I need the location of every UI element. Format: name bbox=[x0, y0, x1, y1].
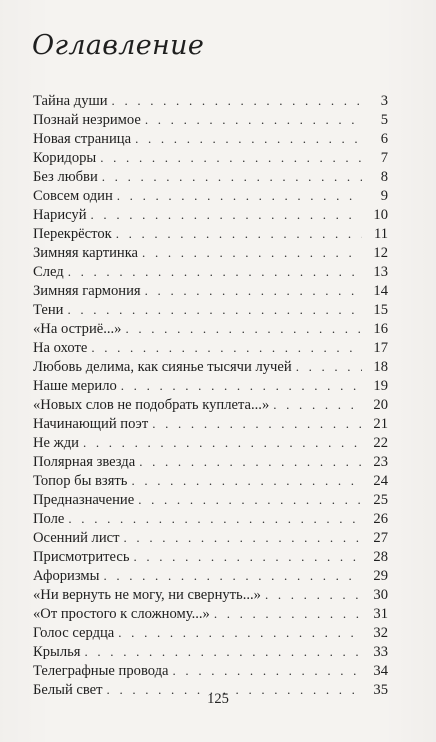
table-of-contents bbox=[33, 91, 388, 699]
toc-entry-title: «На остриё...» bbox=[33, 321, 122, 337]
toc-entry-title: Не жди bbox=[33, 435, 79, 451]
toc-entry-page: 14 bbox=[373, 283, 388, 299]
toc-entry bbox=[33, 186, 388, 205]
toc-entry-page: 15 bbox=[373, 302, 388, 318]
toc-entry bbox=[33, 547, 388, 566]
toc-entry-page: 31 bbox=[373, 606, 388, 622]
toc-entry-title: Предназначение bbox=[33, 492, 135, 508]
dot-leader bbox=[265, 585, 362, 604]
toc-entry-title: Афоризмы bbox=[33, 568, 100, 584]
dot-leader bbox=[100, 148, 362, 167]
dot-leader bbox=[145, 281, 362, 300]
dot-leader bbox=[67, 300, 362, 319]
page-number: 125 bbox=[207, 691, 229, 707]
toc-entry-page: 6 bbox=[380, 131, 388, 147]
toc-entry-title: Начинающий поэт bbox=[33, 416, 149, 432]
toc-entry-title: Перекрёсток bbox=[33, 226, 112, 242]
toc-entry-title: На охоте bbox=[33, 340, 88, 356]
toc-entry bbox=[33, 661, 388, 680]
toc-entry-page: 10 bbox=[373, 207, 388, 223]
toc-entry-title: Телеграфные провода bbox=[33, 663, 169, 679]
toc-entry-page: 8 bbox=[380, 169, 388, 185]
dot-leader bbox=[214, 604, 362, 623]
dot-leader bbox=[118, 623, 362, 642]
toc-entry-page: 33 bbox=[373, 644, 388, 660]
dot-leader bbox=[142, 243, 362, 262]
toc-entry-page: 23 bbox=[373, 454, 388, 470]
toc-entry bbox=[33, 585, 388, 604]
toc-entry bbox=[33, 414, 388, 433]
toc-entry-page: 19 bbox=[373, 378, 388, 394]
dot-leader bbox=[152, 414, 362, 433]
toc-entry bbox=[33, 566, 388, 585]
toc-entry-page: 24 bbox=[373, 473, 388, 489]
toc-entry-page: 17 bbox=[373, 340, 388, 356]
toc-entry-page: 28 bbox=[373, 549, 388, 565]
toc-entry bbox=[33, 395, 388, 414]
toc-entry bbox=[33, 243, 388, 262]
toc-entry-title: Новая страница bbox=[33, 131, 132, 147]
toc-entry-page: 18 bbox=[373, 359, 388, 375]
toc-entry-page: 7 bbox=[380, 150, 388, 166]
toc-entry-page: 20 bbox=[373, 397, 388, 413]
toc-entry bbox=[33, 224, 388, 243]
toc-entry bbox=[33, 452, 388, 471]
toc-entry bbox=[33, 623, 388, 642]
toc-entry bbox=[33, 376, 388, 395]
toc-entry-title: Любовь делима, как сиянье тысячи лучей bbox=[33, 359, 292, 375]
toc-entry-title: Тени bbox=[33, 302, 64, 318]
toc-entry bbox=[33, 433, 388, 452]
toc-entry-title: Совсем один bbox=[33, 188, 113, 204]
toc-entry-page: 9 bbox=[380, 188, 388, 204]
toc-entry-title: След bbox=[33, 264, 64, 280]
toc-entry-title: Поле bbox=[33, 511, 65, 527]
toc-entry-title: «От простого к сложному...» bbox=[33, 606, 210, 622]
toc-entry bbox=[33, 281, 388, 300]
toc-entry bbox=[33, 319, 388, 338]
dot-leader bbox=[68, 509, 362, 528]
dot-leader bbox=[121, 376, 362, 395]
toc-entry-title: Голос сердца bbox=[33, 625, 115, 641]
toc-entry-title: Топор бы взять bbox=[33, 473, 128, 489]
toc-entry-page: 3 bbox=[380, 93, 388, 109]
toc-entry bbox=[33, 642, 388, 661]
dot-leader bbox=[85, 642, 363, 661]
dot-leader bbox=[135, 129, 362, 148]
toc-entry-title: Нарисуй bbox=[33, 207, 87, 223]
dot-leader bbox=[103, 566, 362, 585]
toc-entry-title: Крылья bbox=[33, 644, 81, 660]
toc-entry-page: 12 bbox=[373, 245, 388, 261]
toc-entry-title: «Новых слов не подобрать куплета...» bbox=[33, 397, 270, 413]
dot-leader bbox=[139, 452, 362, 471]
dot-leader bbox=[91, 338, 362, 357]
page-title: Оглавление bbox=[32, 30, 205, 61]
toc-entry bbox=[33, 509, 388, 528]
toc-entry bbox=[33, 528, 388, 547]
dot-leader bbox=[91, 205, 362, 224]
toc-entry-page: 29 bbox=[373, 568, 388, 584]
toc-entry-page: 13 bbox=[373, 264, 388, 280]
toc-entry-title: Полярная звезда bbox=[33, 454, 136, 470]
toc-entry-title: «Ни вернуть не могу, ни свернуть...» bbox=[33, 587, 261, 603]
toc-entry-page: 25 bbox=[373, 492, 388, 508]
toc-entry-title: Белый свет bbox=[33, 682, 103, 698]
dot-leader bbox=[83, 433, 362, 452]
dot-leader bbox=[296, 357, 362, 376]
toc-entry-title: Осенний лист bbox=[33, 530, 120, 546]
toc-entry bbox=[33, 91, 388, 110]
toc-entry bbox=[33, 262, 388, 281]
toc-entry-title: Зимняя картинка bbox=[33, 245, 139, 261]
dot-leader bbox=[124, 528, 362, 547]
toc-entry-page: 5 bbox=[380, 112, 388, 128]
dot-leader bbox=[68, 262, 362, 281]
toc-entry bbox=[33, 129, 388, 148]
toc-entry bbox=[33, 471, 388, 490]
dot-leader bbox=[133, 547, 362, 566]
toc-entry bbox=[33, 205, 388, 224]
toc-entry-page: 22 bbox=[373, 435, 388, 451]
dot-leader bbox=[131, 471, 362, 490]
toc-entry-page: 11 bbox=[373, 226, 388, 242]
toc-entry bbox=[33, 148, 388, 167]
toc-entry bbox=[33, 110, 388, 129]
dot-leader bbox=[125, 319, 362, 338]
toc-entry-page: 32 bbox=[373, 625, 388, 641]
toc-entry-page: 21 bbox=[373, 416, 388, 432]
dot-leader bbox=[116, 224, 362, 243]
toc-entry-page: 27 bbox=[373, 530, 388, 546]
dot-leader bbox=[173, 661, 362, 680]
toc-entry bbox=[33, 167, 388, 186]
toc-entry bbox=[33, 604, 388, 623]
toc-entry bbox=[33, 338, 388, 357]
toc-entry-title: Тайна души bbox=[33, 93, 108, 109]
toc-entry-page: 26 bbox=[373, 511, 388, 527]
toc-entry-page: 16 bbox=[373, 321, 388, 337]
toc-entry-title: Зимняя гармония bbox=[33, 283, 141, 299]
toc-entry-title: Познай незримое bbox=[33, 112, 141, 128]
dot-leader bbox=[138, 490, 362, 509]
dot-leader bbox=[273, 395, 362, 414]
toc-entry-title: Без любви bbox=[33, 169, 98, 185]
toc-entry-title: Наше мерило bbox=[33, 378, 117, 394]
dot-leader bbox=[112, 91, 362, 110]
dot-leader bbox=[145, 110, 362, 129]
toc-entry-title: Коридоры bbox=[33, 150, 97, 166]
dot-leader bbox=[102, 167, 362, 186]
toc-entry-page: 30 bbox=[373, 587, 388, 603]
toc-entry-page: 35 bbox=[373, 682, 388, 698]
toc-entry-page: 34 bbox=[373, 663, 388, 679]
toc-entry bbox=[33, 300, 388, 319]
toc-entry bbox=[33, 357, 388, 376]
dot-leader bbox=[117, 186, 362, 205]
toc-entry-title: Присмотритесь bbox=[33, 549, 130, 565]
toc-entry bbox=[33, 490, 388, 509]
